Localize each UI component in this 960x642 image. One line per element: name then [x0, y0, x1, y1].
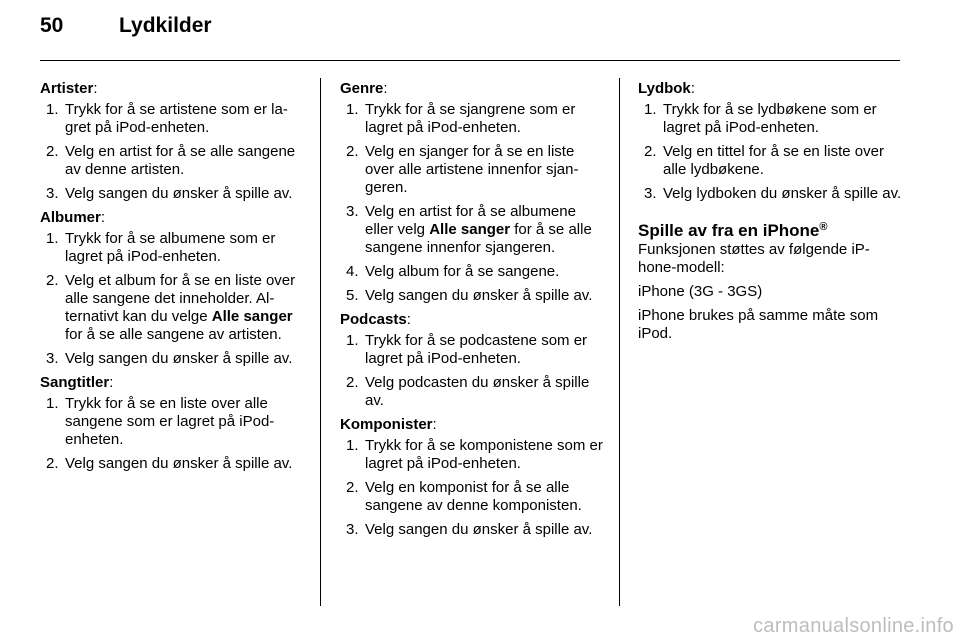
section-title: Komponister: [340, 416, 437, 433]
section-sangtitler [40, 374, 306, 473]
list-item: 2. Velg en artist for å se alle sangene av denne artisten. [46, 143, 296, 178]
numbered-list [340, 332, 605, 410]
numbered-list [40, 230, 306, 368]
numbered-list [340, 437, 605, 539]
list-item: 5. Velg sangen du ønsker å spille av. [346, 287, 593, 304]
section-title: Podcasts: [340, 311, 411, 328]
iphone-heading: Spille av fra en iPhone® [638, 221, 828, 240]
section-title: Sangtitler: [40, 374, 114, 391]
column-2 [340, 80, 605, 545]
list-item: 2. Velg en tittel for å se en liste over alle lydbøkene. [644, 143, 884, 178]
section-lydbok [638, 80, 903, 203]
list-item: 1. Trykk for å se albumene som er lagret på iPod-enheten. [46, 230, 276, 265]
numbered-list [340, 101, 605, 305]
list-item: 3. Velg sangen du ønsker å spille av. [46, 350, 293, 367]
column-3 [638, 80, 903, 349]
list-item: 1. Trykk for å se komponistene som er lagret på iPod-enheten. [346, 437, 603, 472]
section-title: Albumer: [40, 209, 106, 226]
list-item: 4. Velg album for å se sangene. [346, 263, 560, 280]
section-title: Artister: [40, 80, 98, 97]
list-item: 3. Velg sangen du ønsker å spille av. [346, 521, 593, 538]
list-item: 1. Trykk for å se sjangrene som er lagret på iPod-enheten. [346, 101, 576, 136]
list-item: 2. Velg en sjanger for å se en liste over alle artistene innenfor sjan-geren. [346, 143, 579, 196]
list-item: 2. Velg podcasten du ønsker å spille av. [346, 374, 590, 409]
list-item: 3. Velg en artist for å se albumene eller velg Alle sanger for å se alle sangene innenfor sjangeren. [346, 203, 592, 256]
list-item: 3. Velg lydboken du ønsker å spille av. [644, 185, 902, 202]
list-item: 1. Trykk for å se podcastene som er lagret på iPod-enheten. [346, 332, 588, 367]
section-genre [340, 80, 605, 305]
list-item: 1. Trykk for å se en liste over alle sangene som er lagret på iPod-enheten. [46, 395, 275, 448]
section-albumer [40, 209, 306, 368]
list-item: 2. Velg en komponist for å se alle sangene av denne komponisten. [346, 479, 582, 514]
column-divider-2 [619, 78, 620, 606]
column-1 [40, 80, 306, 479]
iphone-support-text: Funksjonen støttes av følgende iP-hone-modell: [638, 241, 870, 276]
list-item: 1. Trykk for å se lydbøkene som er lagret på iPod-enheten. [644, 101, 877, 136]
chapter-title: Lydkilder [119, 14, 212, 37]
list-item: 1. Trykk for å se artistene som er la-gret på iPod-enheten. [46, 101, 288, 136]
section-artister [40, 80, 306, 203]
numbered-list [638, 101, 903, 203]
section-podcasts [340, 311, 605, 410]
section-title: Genre: [340, 80, 388, 97]
numbered-list [40, 395, 306, 473]
column-divider-1 [320, 78, 321, 606]
numbered-list [40, 101, 306, 203]
section-title: Lydbok: [638, 80, 695, 97]
iphone-usage-text: iPhone brukes på samme måte som iPod. [638, 307, 879, 342]
watermark: carmanualsonline.info [753, 615, 954, 637]
list-item: 2. Velg et album for å se en liste over alle sangene det inneholder. Al-ternativt kan du velge Alle sanger for å se alle sangene av artisten. [46, 272, 296, 343]
list-item: 2. Velg sangen du ønsker å spille av. [46, 455, 293, 472]
list-item: 3. Velg sangen du ønsker å spille av. [46, 185, 293, 202]
page-number: 50 [40, 14, 64, 37]
section-komponister [340, 416, 605, 539]
iphone-model-text: iPhone (3G - 3GS) [638, 283, 763, 300]
header-rule [40, 60, 900, 61]
